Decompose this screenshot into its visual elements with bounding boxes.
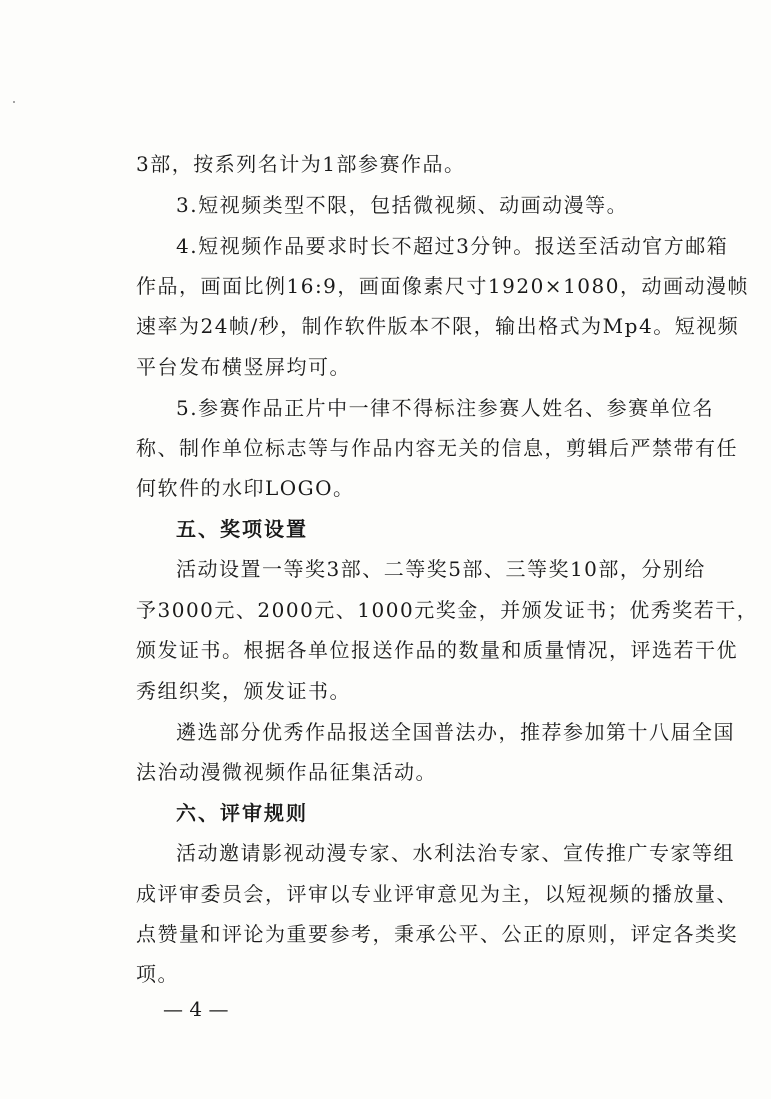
text-line: 3部，按系列名计为1部参赛作品。 [136, 152, 466, 176]
text-line: 成评审委员会，评审以专业评审意见为主，以短视频的播放量、 [136, 882, 738, 906]
text-line: 秀组织奖，颁发证书。 [136, 679, 351, 703]
section-heading-review-rules: 六、评审规则 [176, 801, 308, 825]
text-line: 何软件的水印LOGO。 [136, 476, 355, 500]
text-line: 点赞量和评论为重要参考，秉承公平、公正的原则，评定各类奖 [136, 922, 738, 946]
text-line: 活动设置一等奖3部、二等奖5部、三等奖10部，分别给 [176, 557, 706, 581]
scan-speck [13, 101, 15, 103]
text-line: 称、制作单位标志等与作品内容无关的信息，剪辑后严禁带有任 [136, 436, 738, 460]
text-line: 5.参赛作品正片中一律不得标注参赛人姓名、参赛单位名 [176, 396, 715, 420]
text-line: 平台发布横竖屏均可。 [136, 355, 351, 379]
text-line: 活动邀请影视动漫专家、水利法治专家、宣传推广专家等组 [176, 841, 735, 865]
text-line: 颁发证书。根据各单位报送作品的数量和质量情况，评选若干优 [136, 638, 738, 662]
text-line: 遴选部分优秀作品报送全国普法办，推荐参加第十八届全国 [176, 720, 735, 744]
text-line: 法治动漫微视频作品征集活动。 [136, 760, 437, 784]
text-line: 3.短视频类型不限，包括微视频、动画动漫等。 [176, 193, 629, 217]
text-line: 予3000元、2000元、1000元奖金，并颁发证书；优秀奖若干， [136, 598, 759, 622]
section-heading-awards: 五、奖项设置 [176, 517, 308, 541]
text-line: 项。 [136, 962, 179, 986]
text-line: 作品，画面比例16:9，画面像素尺寸1920×1080，动画动漫帧 [136, 274, 749, 298]
page-number: — 4 — [163, 997, 229, 1021]
text-line: 4.短视频作品要求时长不超过3分钟。报送至活动官方邮箱 [176, 234, 729, 258]
text-line: 速率为24帧/秒，制作软件版本不限，输出格式为Mp4。短视频 [136, 314, 740, 338]
